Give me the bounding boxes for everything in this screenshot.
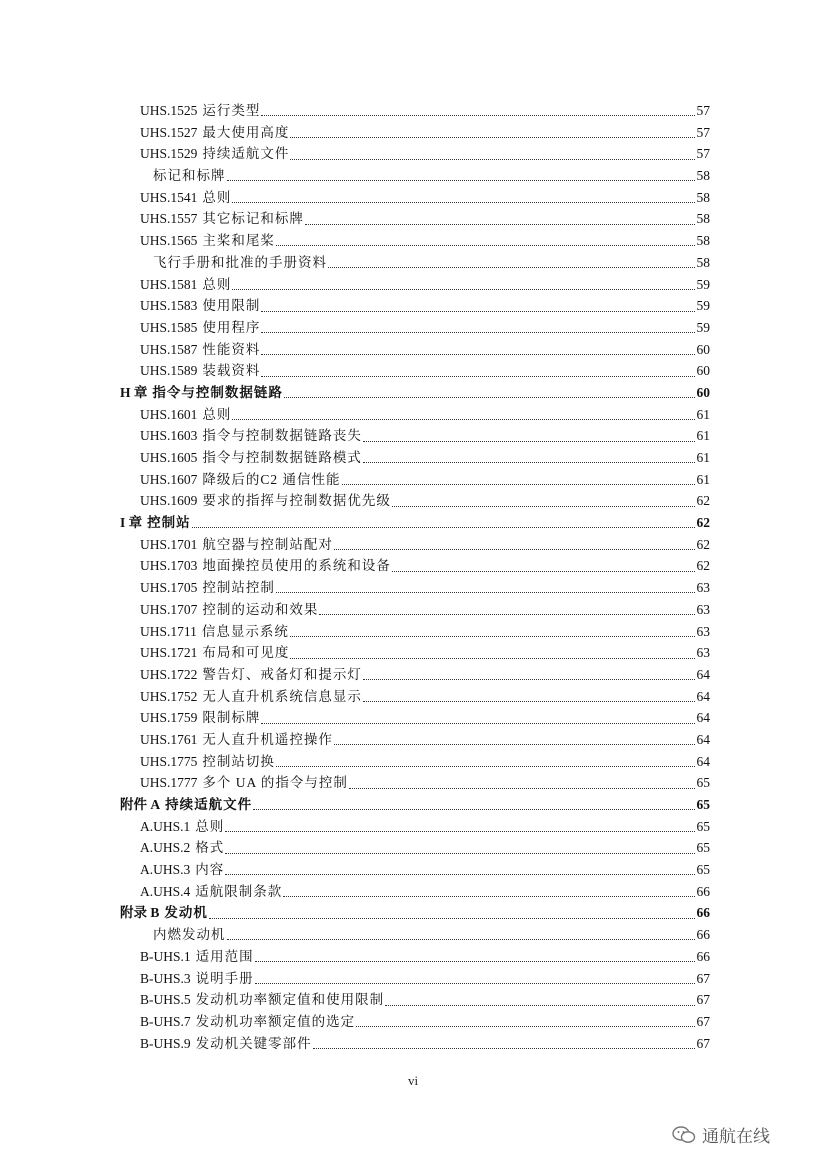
- toc-entry-name: 发动机: [164, 905, 208, 921]
- toc-entry-name: 无人直升机系统信息显示: [202, 688, 362, 704]
- toc-entry: [120, 252, 710, 274]
- toc-entry-title: [153, 252, 327, 274]
- toc-entry-name: 指令与控制数据链路: [152, 384, 283, 400]
- toc-entry-code: UHS.1609: [140, 493, 198, 509]
- toc-entry-title: [140, 686, 362, 708]
- toc-entry-name: 发动机功率额定值和使用限制: [195, 992, 385, 1008]
- toc-entry: [120, 946, 710, 968]
- toc-entry-page: 62: [696, 515, 710, 531]
- toc-entry-name: 布局和可见度: [202, 645, 290, 661]
- toc-entry-title: [140, 317, 260, 339]
- dot-leader: [363, 679, 695, 680]
- toc-entry-code: B-UHS.3: [140, 970, 191, 986]
- toc-entry-page: 58: [696, 168, 710, 184]
- toc-entry-page: 61: [696, 471, 710, 487]
- dot-leader: [305, 224, 695, 225]
- toc-entry: [120, 686, 710, 708]
- toc-entry-name: 信息显示系统: [201, 623, 289, 639]
- toc-entry: [120, 295, 710, 317]
- toc-entry-page: 61: [696, 406, 710, 422]
- toc-entry-title: [140, 837, 224, 859]
- toc-entry-title: [140, 707, 260, 729]
- toc-entry: [120, 339, 710, 361]
- toc-entry-title: [140, 642, 289, 664]
- toc-entry-name: 无人直升机遥控操作: [202, 731, 333, 747]
- toc-entry-code: UHS.1705: [140, 580, 198, 596]
- toc-entry-code: UHS.1722: [140, 666, 198, 682]
- toc-entry-page: 65: [696, 797, 710, 812]
- toc-chapter-entry: [120, 902, 710, 924]
- toc-entry-code: UHS.1585: [140, 319, 198, 335]
- toc-entry-page: 61: [696, 428, 710, 444]
- dot-leader: [261, 376, 695, 377]
- toc-entry: [120, 317, 710, 339]
- toc-entry-page: 66: [696, 948, 710, 964]
- toc-entry: [120, 534, 710, 556]
- toc-entry-title: [120, 902, 208, 924]
- toc-entry-code: UHS.1777: [140, 775, 198, 791]
- toc-entry-page: 62: [696, 536, 710, 552]
- toc-entry-title: [140, 555, 391, 577]
- toc-entry-name: 主桨和尾桨: [202, 233, 275, 249]
- dot-leader: [261, 332, 695, 333]
- dot-leader: [313, 1048, 695, 1049]
- toc-entry-page: 64: [696, 753, 710, 769]
- toc-entry-name: 说明手册: [195, 970, 254, 986]
- toc-entry-code: UHS.1601: [140, 406, 198, 422]
- toc-entry: [120, 816, 710, 838]
- toc-entry-code: A.UHS.2: [140, 840, 191, 856]
- toc-entry-name: 使用程序: [202, 319, 261, 335]
- toc-entry-page: 60: [696, 384, 710, 400]
- toc-entry-name: 指令与控制数据链路模式: [202, 450, 362, 465]
- toc-entry-code: UHS.1703: [140, 558, 198, 574]
- dot-leader: [227, 939, 696, 940]
- dot-leader: [276, 592, 695, 593]
- toc-chapter-entry: [120, 512, 710, 534]
- toc-entry-title: [140, 772, 348, 794]
- dot-leader: [261, 723, 695, 724]
- toc-entry-code: UHS.1587: [140, 341, 198, 357]
- toc-entry-title: [140, 143, 289, 165]
- toc-entry-code: UHS.1557: [140, 211, 198, 227]
- wechat-logo-icon: [672, 1126, 696, 1144]
- toc-entry-code: I 章: [120, 515, 143, 531]
- toc-entry-title: [120, 512, 191, 534]
- toc-entry: [120, 274, 710, 296]
- toc-entry-name: 总则: [202, 189, 232, 205]
- toc-entry-page: 62: [696, 558, 710, 574]
- toc-entry-code: A.UHS.4: [140, 883, 191, 899]
- toc-entry-code: UHS.1589: [140, 363, 198, 379]
- toc-entry-page: 60: [696, 363, 710, 379]
- toc-entry: [120, 859, 710, 881]
- toc-entry-name: 使用限制: [202, 298, 261, 314]
- toc-entry-code: UHS.1707: [140, 601, 198, 617]
- dot-leader: [392, 506, 695, 507]
- toc-entry-title: [140, 621, 289, 643]
- toc-entry: [120, 751, 710, 773]
- toc-entry-title: [120, 794, 252, 816]
- dot-leader: [290, 636, 695, 637]
- toc-entry: [120, 729, 710, 751]
- toc-entry-name: 发动机功率额定值的选定: [195, 1013, 356, 1029]
- toc-entry-title: [140, 339, 260, 361]
- toc-entry-page: 63: [696, 580, 710, 596]
- toc-entry-code: A.UHS.1: [140, 818, 191, 834]
- toc-entry-page: 64: [696, 731, 710, 747]
- toc-entry-code: A.UHS.3: [140, 862, 191, 878]
- toc-entry-name: 其它标记和标牌: [202, 211, 304, 227]
- toc-entry: [120, 664, 710, 686]
- toc-entry-code: UHS.1761: [140, 731, 198, 747]
- toc-entry-code: UHS.1525: [140, 103, 198, 118]
- toc-entry-title: [140, 664, 362, 686]
- toc-entry-name: 降级后的C2 通信性能: [202, 471, 341, 487]
- toc-entry-page: 57: [696, 146, 710, 162]
- toc-entry-page: 63: [696, 645, 710, 661]
- toc-entry: [120, 837, 710, 859]
- dot-leader: [209, 918, 695, 919]
- toc-entry: [120, 469, 710, 491]
- toc-entry: [120, 924, 710, 946]
- toc-entry-page: 67: [696, 1035, 710, 1051]
- toc-entry-name: 适用范围: [195, 948, 254, 964]
- toc-entry-title: [140, 729, 333, 751]
- toc-entry-code: UHS.1607: [140, 471, 198, 487]
- toc-entry-page: 65: [696, 818, 710, 834]
- toc-entry: [120, 100, 710, 122]
- toc-entry-page: 59: [696, 319, 710, 335]
- toc-entry-code: UHS.1603: [140, 428, 198, 444]
- toc-entry-page: 62: [696, 493, 710, 509]
- toc-entry-name: 总则: [195, 818, 225, 834]
- table-of-contents: [120, 100, 710, 1054]
- toc-entry-code: B-UHS.1: [140, 948, 191, 964]
- dot-leader: [192, 527, 695, 528]
- toc-entry-name: 发动机关键零部件: [195, 1035, 312, 1051]
- toc-entry-title: [140, 534, 333, 556]
- toc-entry-code: 附件 A: [120, 797, 161, 812]
- toc-entry: [120, 230, 710, 252]
- toc-entry-title: [140, 1033, 312, 1055]
- toc-entry-title: [140, 404, 231, 426]
- toc-entry-name: 指令与控制数据链路丧失: [202, 428, 362, 444]
- dot-leader: [255, 983, 695, 984]
- toc-entry-title: [153, 165, 226, 187]
- toc-entry-title: [140, 577, 275, 599]
- toc-entry-code: UHS.1527: [140, 124, 198, 140]
- dot-leader: [232, 202, 695, 203]
- dot-leader: [356, 1026, 695, 1027]
- dot-leader: [363, 701, 695, 702]
- toc-entry: [120, 642, 710, 664]
- dot-leader: [276, 245, 695, 246]
- toc-entry-name: 控制站控制: [202, 580, 275, 596]
- toc-entry: [120, 404, 710, 426]
- toc-entry-title: [140, 100, 260, 122]
- dot-leader: [261, 354, 695, 355]
- toc-entry-title: [140, 187, 231, 209]
- toc-entry-name: 航空器与控制站配对: [202, 536, 333, 552]
- watermark-text: 通航在线: [702, 1127, 770, 1147]
- toc-entry-page: 65: [696, 840, 710, 856]
- toc-entry: [120, 1011, 710, 1033]
- toc-entry-title: [140, 490, 391, 512]
- dot-leader: [290, 137, 695, 138]
- toc-entry: [120, 360, 710, 382]
- toc-entry-code: UHS.1721: [140, 645, 198, 661]
- dot-leader: [385, 1005, 695, 1006]
- toc-entry-title: [120, 382, 283, 404]
- toc-entry-page: 64: [696, 710, 710, 726]
- toc-entry-page: 63: [696, 601, 710, 617]
- dot-leader: [225, 853, 695, 854]
- toc-entry-page: 60: [696, 341, 710, 357]
- dot-leader: [334, 744, 695, 745]
- dot-leader: [319, 614, 695, 615]
- toc-entry-title: [140, 946, 254, 968]
- dot-leader: [276, 766, 695, 767]
- dot-leader: [225, 831, 695, 832]
- dot-leader: [255, 961, 695, 962]
- dot-leader: [392, 571, 695, 572]
- dot-leader: [290, 658, 695, 659]
- toc-entry: [120, 707, 710, 729]
- toc-entry: [120, 577, 710, 599]
- toc-entry-page: 65: [696, 775, 710, 791]
- dot-leader: [328, 267, 695, 268]
- toc-entry-name: 持续适航文件: [165, 797, 253, 812]
- toc-entry-title: [140, 447, 362, 469]
- toc-entry-page: 61: [696, 450, 710, 465]
- toc-chapter-entry: [120, 794, 710, 816]
- toc-entry-code: H 章: [120, 384, 148, 400]
- toc-entry: [120, 989, 710, 1011]
- toc-entry-page: 65: [696, 862, 710, 878]
- toc-entry-code: UHS.1701: [140, 536, 198, 552]
- toc-entry-name: 持续适航文件: [202, 146, 290, 162]
- dot-leader: [232, 419, 695, 420]
- toc-entry: [120, 621, 710, 643]
- toc-entry-page: 67: [696, 970, 710, 986]
- toc-entry: [120, 143, 710, 165]
- toc-entry-code: UHS.1583: [140, 298, 198, 314]
- toc-entry-title: [140, 1011, 355, 1033]
- toc-entry-name: 最大使用高度: [202, 124, 290, 140]
- toc-entry: [120, 599, 710, 621]
- dot-leader: [283, 896, 695, 897]
- toc-entry: [120, 555, 710, 577]
- toc-entry: [120, 772, 710, 794]
- toc-entry-name: 总则: [202, 276, 232, 292]
- toc-entry-title: [153, 924, 226, 946]
- toc-entry-page: 67: [696, 1013, 710, 1029]
- toc-entry-name: 控制站切换: [202, 753, 275, 769]
- toc-entry-code: UHS.1529: [140, 146, 198, 162]
- dot-leader: [363, 441, 695, 442]
- toc-entry: [120, 122, 710, 144]
- toc-entry-code: 附录 B: [120, 905, 160, 921]
- toc-entry-name: 适航限制条款: [195, 883, 283, 899]
- toc-entry-page: 57: [696, 124, 710, 140]
- toc-entry: [120, 447, 710, 469]
- toc-entry-code: UHS.1565: [140, 233, 198, 249]
- toc-entry-name: 多个 UA 的指令与控制: [202, 775, 348, 791]
- toc-entry-name: 装载资料: [202, 363, 261, 379]
- dot-leader: [253, 809, 695, 810]
- toc-entry-page: 66: [696, 927, 710, 943]
- toc-entry-title: [140, 751, 275, 773]
- toc-entry: [120, 490, 710, 512]
- toc-entry-name: 要求的指挥与控制数据优先级: [202, 493, 391, 509]
- dot-leader: [290, 159, 695, 160]
- toc-entry-title: [140, 122, 289, 144]
- toc-entry-page: 63: [696, 623, 710, 639]
- dot-leader: [342, 484, 695, 485]
- dot-leader: [349, 788, 695, 789]
- toc-entry-page: 58: [696, 233, 710, 249]
- toc-entry-page: 57: [696, 103, 710, 118]
- toc-entry-name: 格式: [195, 840, 225, 856]
- toc-entry-code: B-UHS.5: [140, 992, 191, 1008]
- page-number: vi: [407, 1073, 419, 1088]
- toc-entry: [120, 165, 710, 187]
- toc-entry-page: 58: [696, 211, 710, 227]
- toc-entry-title: [140, 360, 260, 382]
- toc-entry-title: [140, 816, 224, 838]
- watermark: [672, 1122, 770, 1147]
- toc-entry-title: [140, 295, 260, 317]
- toc-entry-title: [140, 469, 341, 491]
- toc-entry-page: 58: [696, 254, 710, 270]
- dot-leader: [261, 115, 695, 116]
- dot-leader: [261, 311, 695, 312]
- toc-entry-page: 64: [696, 666, 710, 682]
- toc-entry-title: [140, 599, 318, 621]
- toc-entry-code: UHS.1581: [140, 276, 198, 292]
- toc-entry-title: [140, 989, 384, 1011]
- toc-entry: [120, 881, 710, 903]
- toc-entry-page: 64: [696, 688, 710, 704]
- toc-chapter-entry: [120, 382, 710, 404]
- toc-entry-page: 58: [696, 189, 710, 205]
- toc-entry-title: [140, 859, 224, 881]
- toc-entry-page: 67: [696, 992, 710, 1008]
- dot-leader: [232, 289, 695, 290]
- toc-entry-name: 标记和标牌: [153, 168, 226, 184]
- toc-entry-code: B-UHS.9: [140, 1035, 191, 1051]
- toc-entry-title: [140, 230, 275, 252]
- toc-entry-title: [140, 274, 231, 296]
- toc-entry-title: [140, 208, 304, 230]
- toc-entry: [120, 425, 710, 447]
- toc-entry-code: UHS.1605: [140, 450, 198, 465]
- toc-entry-page: 66: [696, 883, 710, 899]
- toc-entry-name: 内燃发动机: [153, 927, 226, 943]
- toc-entry: [120, 968, 710, 990]
- dot-leader: [334, 549, 695, 550]
- toc-entry: [120, 1033, 710, 1055]
- toc-entry-title: [140, 425, 362, 447]
- dot-leader: [363, 462, 695, 463]
- toc-entry-code: UHS.1759: [140, 710, 198, 726]
- toc-entry-name: 限制标牌: [202, 710, 261, 726]
- toc-entry-name: 控制站: [147, 515, 191, 531]
- toc-entry-title: [140, 968, 254, 990]
- toc-entry-name: 警告灯、戒备灯和提示灯: [202, 666, 362, 682]
- toc-entry-name: 运行类型: [202, 103, 261, 118]
- toc-entry-name: 总则: [202, 406, 232, 422]
- toc-entry-code: UHS.1775: [140, 753, 198, 769]
- toc-entry-name: 地面操控员使用的系统和设备: [202, 558, 391, 574]
- toc-entry-name: 飞行手册和批准的手册资料: [153, 254, 327, 270]
- toc-entry-name: 内容: [195, 862, 225, 878]
- toc-entry-page: 59: [696, 298, 710, 314]
- dot-leader: [225, 874, 695, 875]
- toc-entry-code: UHS.1541: [140, 189, 198, 205]
- toc-entry-page: 66: [696, 905, 710, 921]
- dot-leader: [284, 397, 695, 398]
- toc-entry-page: 59: [696, 276, 710, 292]
- toc-entry-code: B-UHS.7: [140, 1013, 191, 1029]
- toc-entry-title: [140, 881, 282, 903]
- toc-entry-code: UHS.1711: [140, 623, 197, 639]
- toc-entry-code: UHS.1752: [140, 688, 198, 704]
- toc-entry: [120, 187, 710, 209]
- dot-leader: [227, 180, 696, 181]
- toc-entry-name: 控制的运动和效果: [202, 601, 319, 617]
- toc-entry-name: 性能资料: [202, 341, 261, 357]
- toc-entry: [120, 208, 710, 230]
